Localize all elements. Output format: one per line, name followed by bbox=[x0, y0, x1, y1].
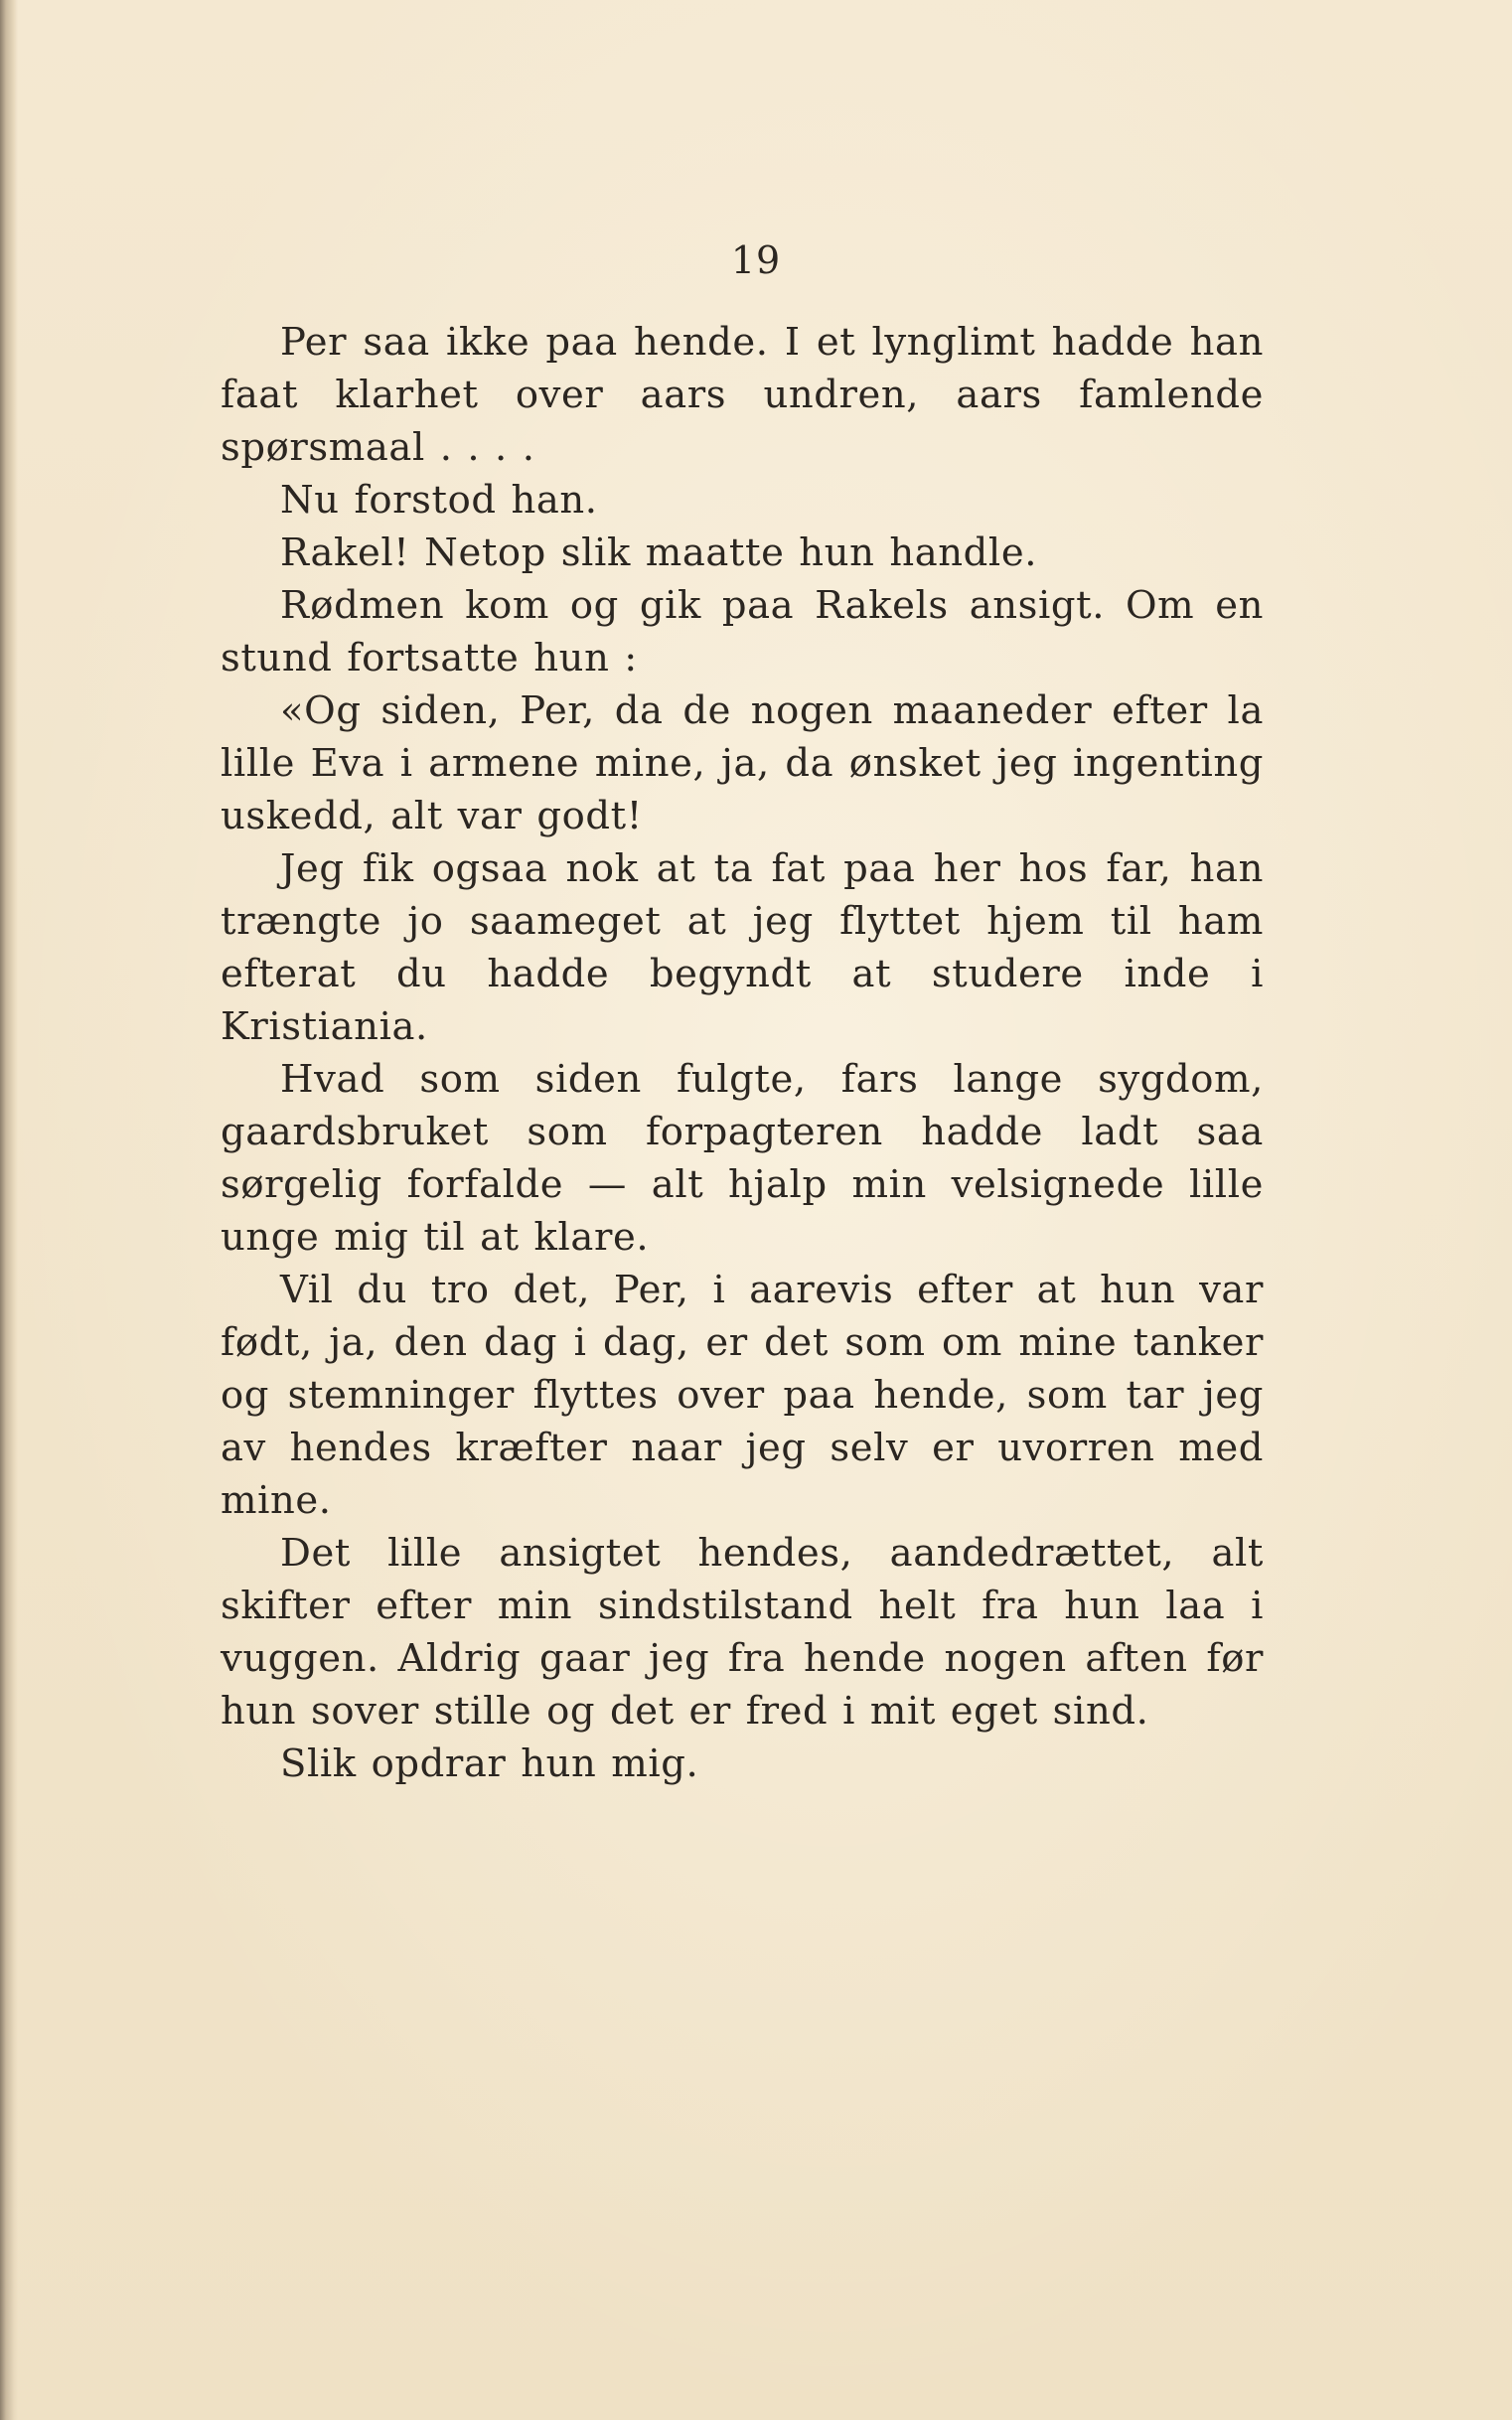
paragraph-1: Per saa ikke paa hende. I et lynglimt hadde han faat klarhet over aars undren, aars famlende spørsmaal . . . . bbox=[221, 320, 1264, 470]
page-number: 19 bbox=[730, 238, 782, 282]
paragraph-6: Jeg fik ogsaa nok at ta fat paa her hos far, han trængte jo saameget at jeg flyttet hjem til ham efterat du hadde begyndt at studere inde i Kristiania. bbox=[221, 846, 1264, 1049]
paragraph-7: Hvad som siden fulgte, fars lange sygdom, gaardsbruket som forpagteren hadde ladt saa sørgelig forfalde — alt hjalp min velsignede lille unge mig til at klare. bbox=[221, 1057, 1264, 1260]
body-text bbox=[221, 316, 1264, 1790]
paragraph-2: Nu forstod han. bbox=[280, 478, 598, 523]
binding-edge bbox=[0, 0, 18, 2420]
paragraph-4: Rødmen kom og gik paa Rakels ansigt. Om en stund fortsatte hun : bbox=[221, 583, 1264, 681]
paragraph-9: Det lille ansigtet hendes, aandedrættet, alt skifter efter min sindstilstand helt fra hun laa i vuggen. Aldrig gaar jeg fra hende nogen aften før hun sover stille og det er fred i mit eget sind. bbox=[221, 1531, 1264, 1734]
paragraph-3: Rakel! Netop slik maatte hun handle. bbox=[280, 530, 1038, 575]
paragraph-5: «Og siden, Per, da de nogen maaneder efter la lille Eva i armene mine, ja, da ønsket jeg ingenting uskedd, alt var godt! bbox=[221, 688, 1264, 838]
paragraph-8: Vil du tro det, Per, i aarevis efter at hun var født, ja, den dag i dag, er det som om mine tanker og stemninger flyttes over paa hende, som tar jeg av hendes kræfter naar jeg selv er uvorren med mine. bbox=[221, 1268, 1264, 1523]
paragraph-10: Slik opdrar hun mig. bbox=[280, 1741, 699, 1786]
